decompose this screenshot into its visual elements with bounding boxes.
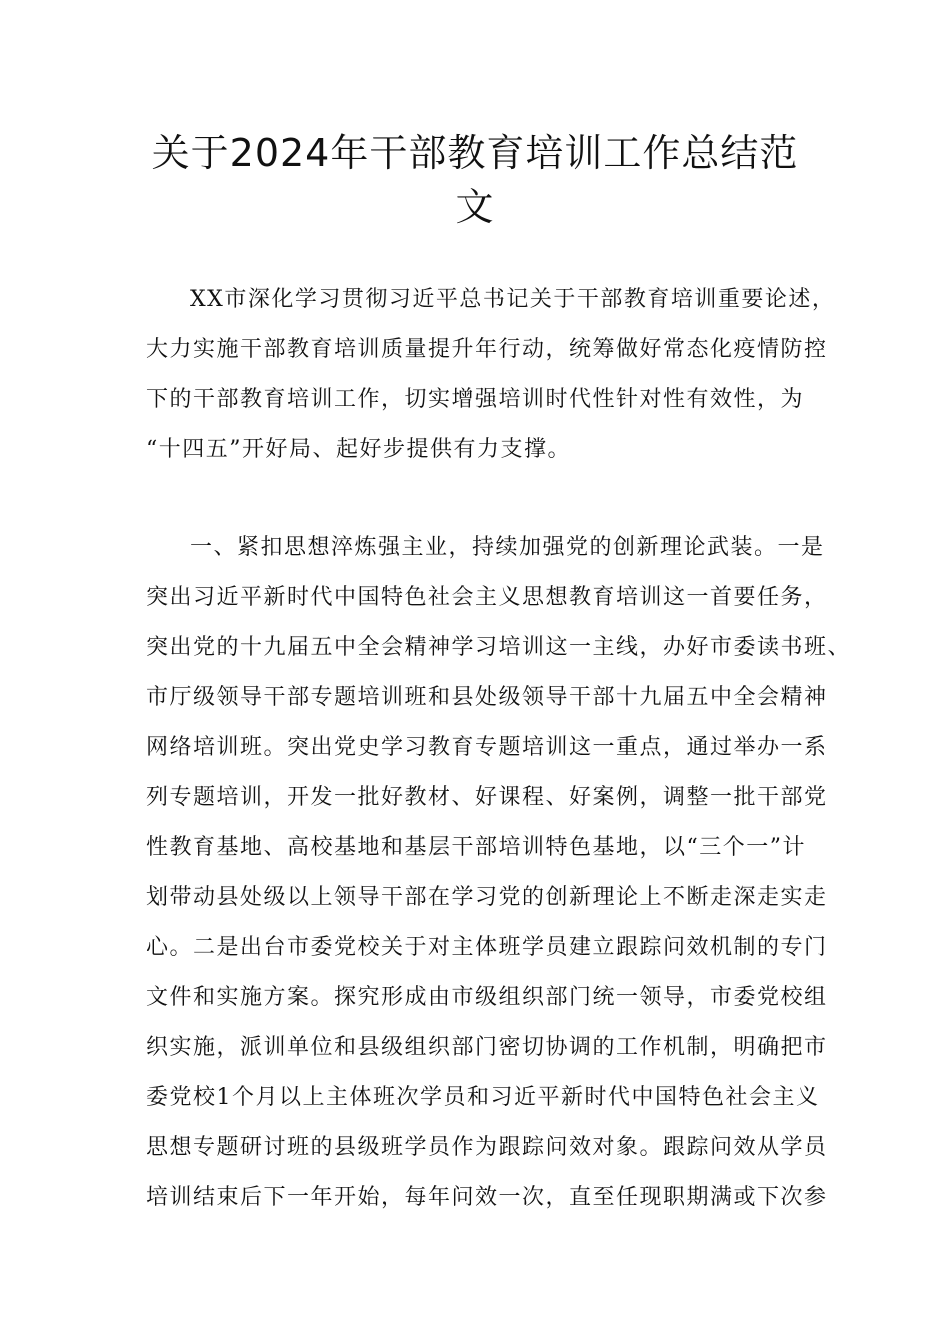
paragraph-2-line: 织实施，派训单位和县级组织部门密切协调的工作机制，明确把市 <box>146 1035 828 1060</box>
paragraph-2-line: 列专题培训，开发一批好教材、好课程、好案例，调整一批干部党 <box>146 785 828 810</box>
paragraph-2-line: 突出习近平新时代中国特色社会主义思想教育培训这一首要任务， <box>146 585 828 610</box>
paragraph-2-line: 文件和实施方案。探究形成由市级组织部门统一领导，市委党校组 <box>146 985 828 1010</box>
paragraph-1-line: XX市深化学习贯彻习近平总书记关于干部教育培训重要论述， <box>190 287 836 312</box>
paragraph-2-line: 市厅级领导干部专题培训班和县处级领导干部十九届五中全会精神 <box>146 685 828 710</box>
paragraph-1-line: 大力实施干部教育培训质量提升年行动，统筹做好常态化疫情防控 <box>146 337 828 362</box>
paragraph-2-line: 心。二是出台市委党校关于对主体班学员建立跟踪问效机制的专门 <box>146 935 828 960</box>
title-line-1: 关于2024年干部教育培训工作总结范 <box>151 131 799 175</box>
document-title <box>120 126 830 234</box>
paragraph-1-line: “十四五”开好局、起好步提供有力支撑。 <box>146 437 571 462</box>
paragraph-2-line: 网络培训班。突出党史学习教育专题培训这一重点，通过举办一系 <box>146 735 828 760</box>
paragraph-2-line: 思想专题研讨班的县级班学员作为跟踪问效对象。跟踪问效从学员 <box>146 1135 828 1160</box>
paragraph-2-line: 突出党的十九届五中全会精神学习培训这一主线，办好市委读书班、 <box>146 635 852 660</box>
paragraph-2-line: 性教育基地、高校基地和基层干部培训特色基地，以“三个一”计 <box>146 835 806 860</box>
paragraph-2-line: 划带动县处级以上领导干部在学习党的创新理论上不断走深走实走 <box>146 885 828 910</box>
paragraph-1-line: 下的干部教育培训工作，切实增强培训时代性针对性有效性，为 <box>146 387 805 412</box>
title-line-2: 文 <box>455 185 495 229</box>
paragraph-2-line: 一、紧扣思想淬炼强主业，持续加强党的创新理论武装。一是 <box>190 535 825 560</box>
paragraph-2-line: 培训结束后下一年开始，每年问效一次，直至任现职期满或下次参 <box>146 1185 828 1210</box>
paragraph-2-line: 委党校1个月以上主体班次学员和习近平新时代中国特色社会主义 <box>146 1085 820 1110</box>
